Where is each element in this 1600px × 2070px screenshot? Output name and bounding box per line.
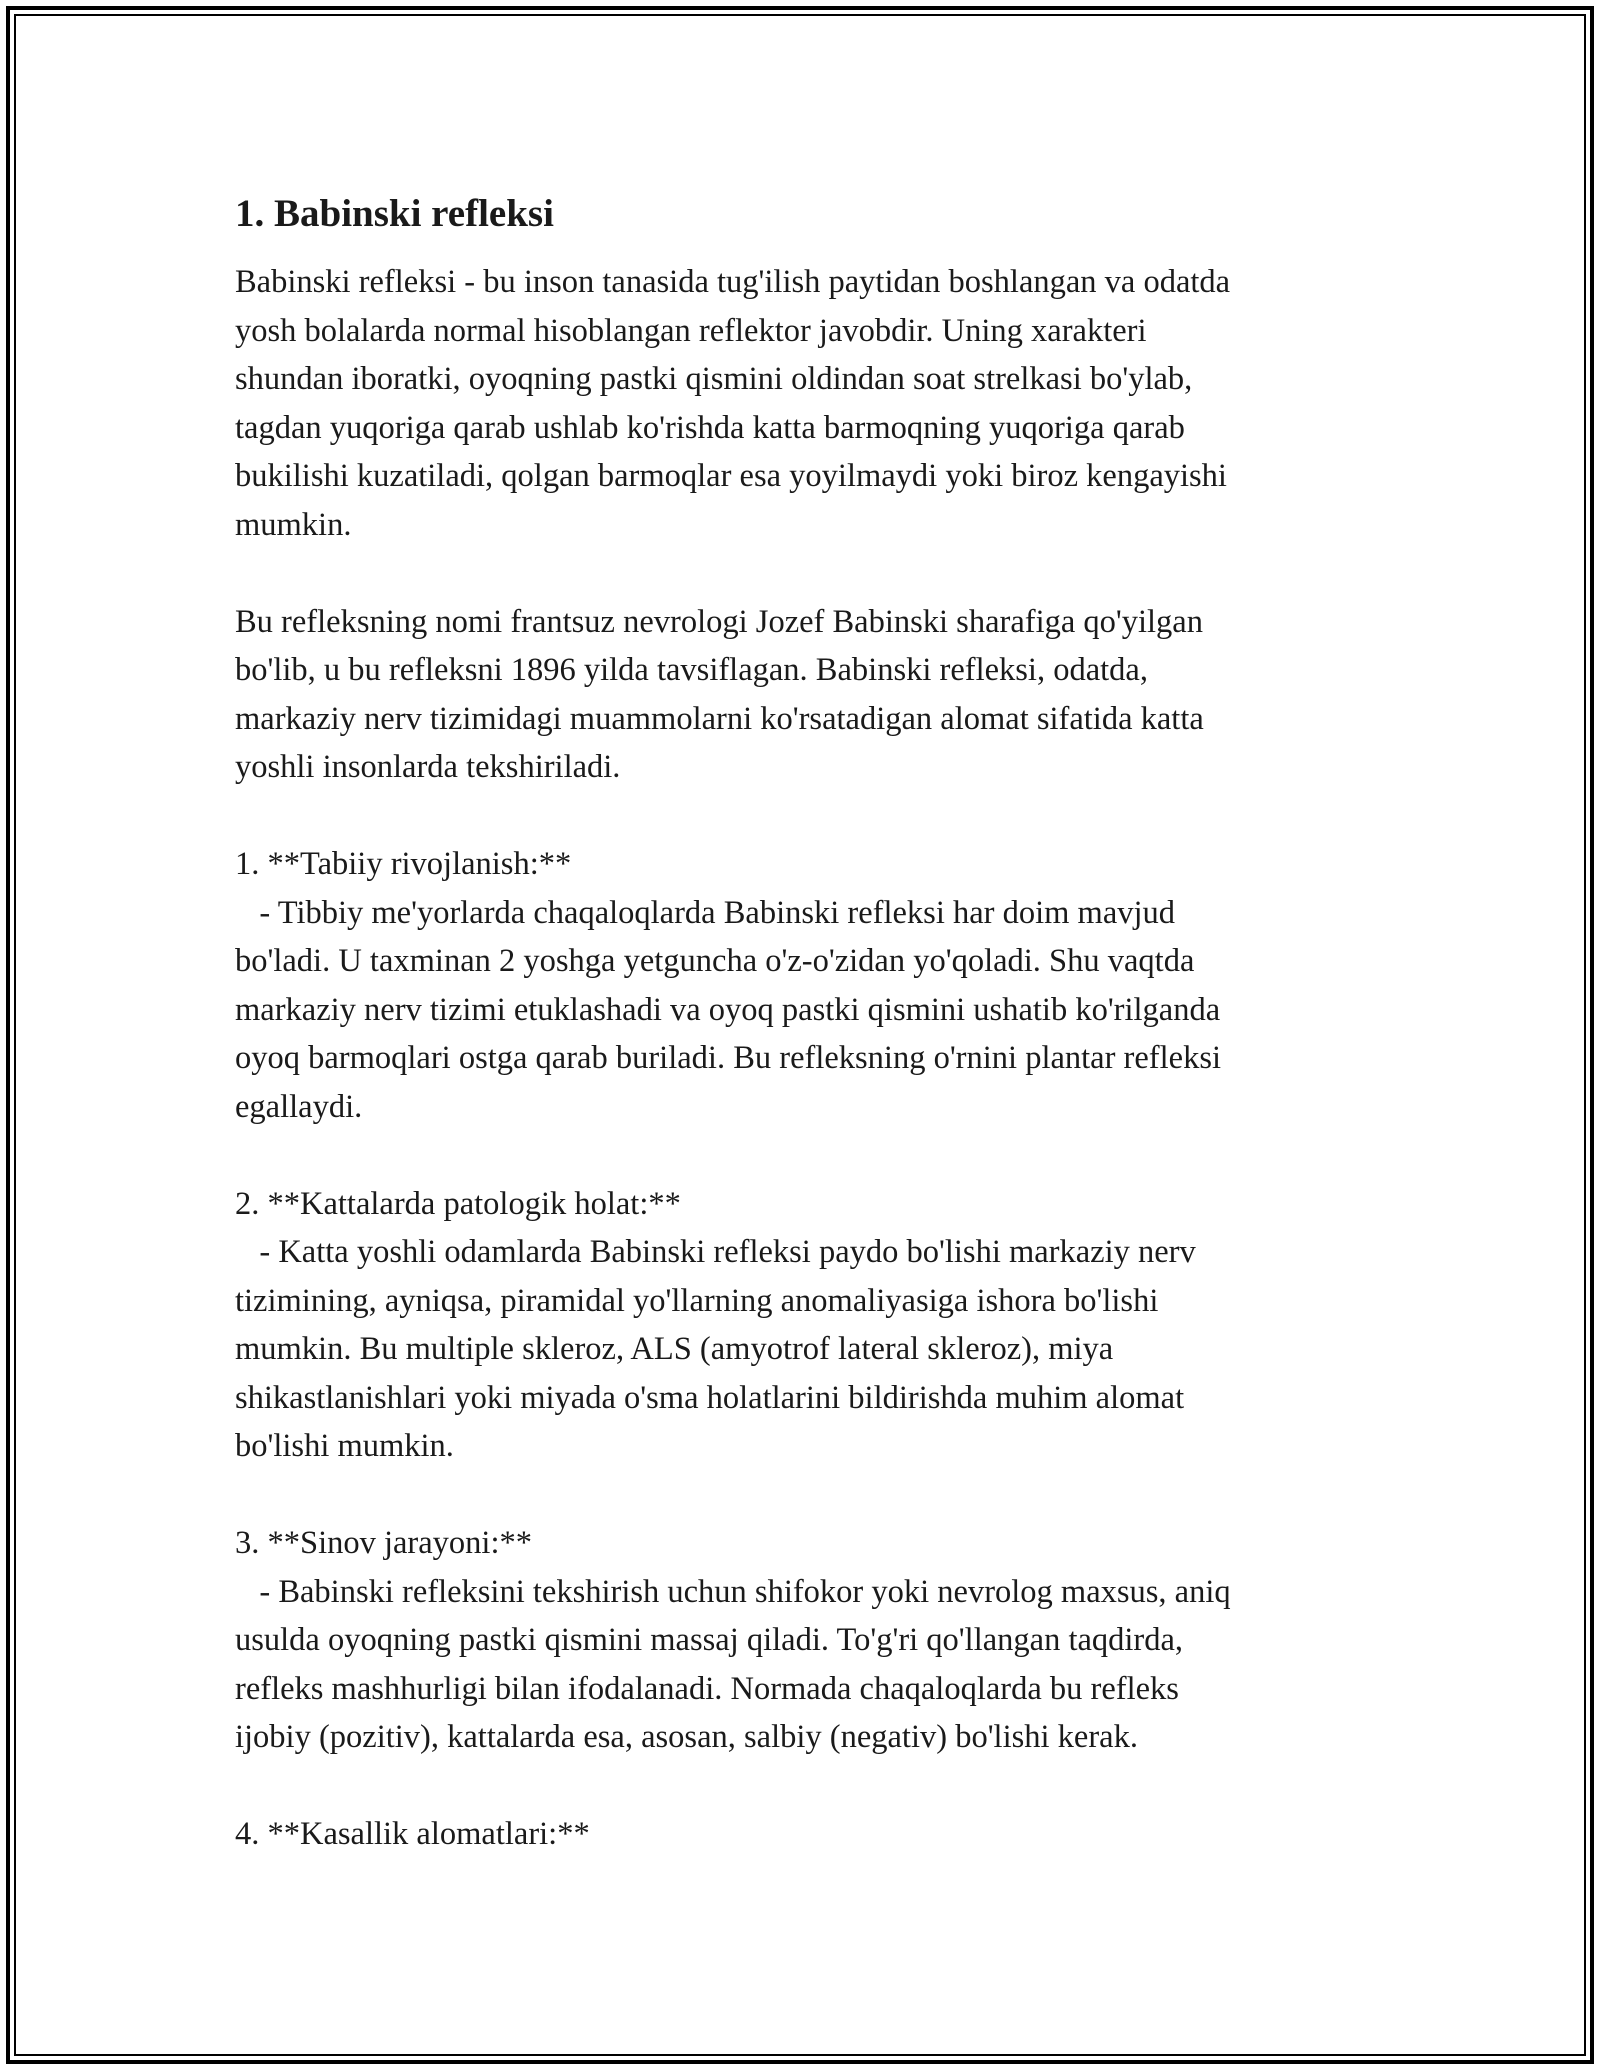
list-item-natural-development: 1. **Tabiiy rivojlanish:** - Tibbiy me'yorlarda chaqaloqlarda Babinski refleksi har doim mavjud bo'ladi. U taxminan 2 yoshga yetguncha o'z-o'zidan yo'qoladi. Shu vaqtda markaziy nerv tizimi etuklashadi va oyoq pastki qismini ushatib ko'rilganda oyoq barmoqlari ostga qarab buriladi. Bu refleksning o'rnini plantar refleksi egallaydi. <box>235 846 1221 1125</box>
list-item-testing-process: 3. **Sinov jarayoni:** - Babinski refleksini tekshirish uchun shifokor yoki nevrolog maxsus, aniq usulda oyoqning pastki qismini massaj qiladi. To'g'ri qo'llangan taqdirda, refleks mashhurligi bilan ifodalanadi. Normada chaqaloqlarda bu refleks ijobiy (pozitiv), kattalarda esa, asosan, salbiy (negativ) bo'lishi kerak. <box>235 1525 1231 1755</box>
paragraph-gap <box>235 792 1375 841</box>
section-heading: 1. Babinski refleksi <box>235 192 554 235</box>
paragraph-gap <box>235 549 1375 598</box>
paragraph-history: Bu refleksning nomi frantsuz nevrologi Jozef Babinski sharafiga qo'yilgan bo'lib, u bu refleksni 1896 yilda tavsiflagan. Babinski refleksi, odatda, markaziy nerv tizimidagi muammolarni ko'rsatadigan alomat sifatida katta yoshli insonlarda tekshiriladi. <box>235 603 1204 785</box>
list-item-adult-pathology: 2. **Kattalarda patologik holat:** - Katta yoshli odamlarda Babinski refleksi paydo bo'lishi markaziy nerv tizimining, ayniqsa, piramidal yo'llarning anomaliyasiga ishora bo'lishi mumkin. Bu multiple skleroz, ALS (amyotrof lateral skleroz), miya shikastlanishlari yoki miyada o'sma holatlarini bildirishda muhim alomat bo'lishi mumkin. <box>235 1185 1196 1464</box>
document-body <box>235 186 1375 1859</box>
list-item-disease-symptoms: 4. **Kasallik alomatlari:** <box>235 1816 590 1852</box>
paragraph-intro: Babinski refleksi - bu inson tanasida tug'ilish paytidan boshlangan va odatda yosh bolalarda normal hisoblangan reflektor javobdir. Uning xarakteri shundan iboratki, oyoqning pastki qismini oldindan soat strelkasi bo'ylab, tagdan yuqoriga qarab ushlab ko'rishda katta barmoqning yuqoriga qarab bukilishi kuzatiladi, qolgan barmoqlar esa yoyilmaydi yoki biroz kengayishi mumkin. <box>235 264 1231 543</box>
paragraph-gap <box>235 1131 1375 1180</box>
paragraph-gap <box>235 1471 1375 1520</box>
paragraph-gap <box>235 1762 1375 1811</box>
